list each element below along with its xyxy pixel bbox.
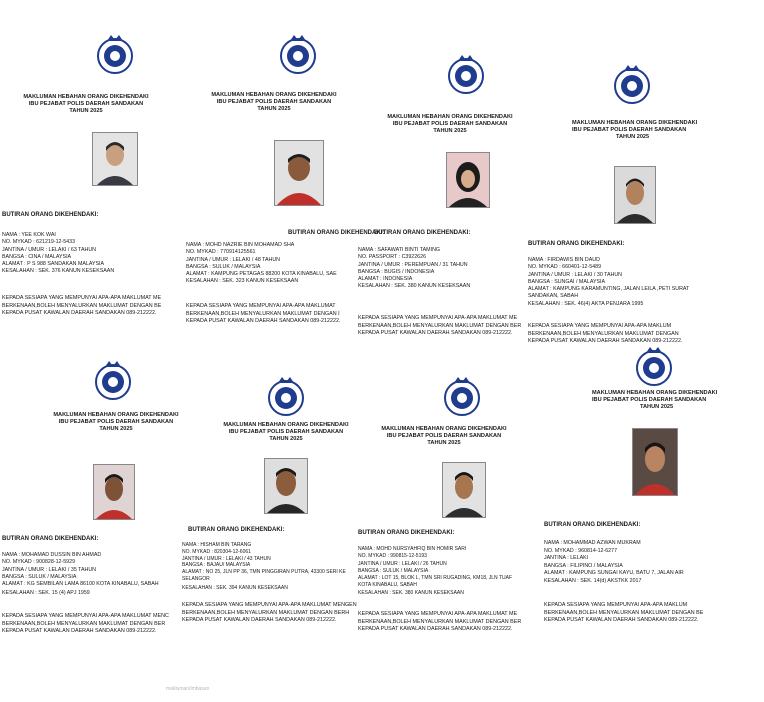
section-heading: BUTIRAN ORANG DIKEHENDAKI: [528,241,625,247]
contact-line: KEPADA SESIAPA YANG MEMPUNYAI APA-APA MAKLUMAT MENC [2,613,169,619]
notice-year: TAHUN 2025 [69,108,103,114]
contact-line: KEPADA SESIAPA YANG MEMPUNYAI APA-APA MAKLUMAT ME [358,315,518,321]
field-offence: KESALAHAN : SEK. 394 KANUN KESEKSAAN [182,584,288,591]
field-offence: KESALAHAN : SEK. 14(d) AKSTKK 2017 [544,577,642,584]
police-crest-icon [278,32,318,76]
contact-line: BERKENAAN,BOLEH MENYALURKAN MAKLUMAT DENGAN BER [358,618,522,625]
notice-year: TAHUN 2025 [257,106,291,112]
contact-line: BERKENAAN,BOLEH MENYALURKAN MAKLUMAT DENGAN BER [358,322,522,329]
wanted-notice-3 [356,50,528,380]
field-address-cont: SELANGOR [182,575,210,582]
contact-line: KEPADA SESIAPA YANG MEMPUNYAI APA-APA MAKLUM [528,323,672,329]
notice-station: IBU PEJABAT POLIS DAERAH SANDAKAN [216,99,332,105]
wanted-notice-1 [0,30,172,360]
contact-line: BERKENAAN,BOLEH MENYALURKAN MAKLUMAT DENGAN BERH [182,609,350,616]
field-offence: KESALAHAN : SEK. 380 KANUN KESEKSAAN [358,589,464,596]
field-race: BANGSA : BUGIS / INDONESIA [358,268,435,275]
notice-station: IBU PEJABAT POLIS DAERAH SANDAKAN [392,121,508,127]
notice-title: MAKLUMAN HEBAHAN ORANG DIKEHENDAKI [223,422,349,428]
notice-year: TAHUN 2025 [433,128,467,134]
wanted-notice-7 [356,372,528,702]
notice-year: TAHUN 2025 [640,404,674,410]
section-heading: BUTIRAN ORANG DIKEHENDAKI: [544,522,641,528]
notice-station: IBU PEJABAT POLIS DAERAH SANDAKAN [592,397,707,403]
police-crest-icon [93,358,133,402]
contact-line: BERKENAAN,BOLEH MENYALURKAN MAKLUMAT DENGAN BE [2,302,162,309]
field-name: NAMA : MOHAMMAD AZWAN MUKRAM [544,540,641,546]
wanted-notice-2 [178,30,385,360]
field-address-cont: KOTA KINABALU, SABAH [358,582,417,589]
notice-title: MAKLUMAN HEBAHAN ORANG DIKEHENDAKI [592,390,718,396]
section-heading: BUTIRAN ORANG DIKEHENDAKI: [374,230,471,236]
field-offence: KESALAHAN : SEK. 376 KANUN KESEKSAAN [2,268,115,275]
police-crest-icon [95,32,135,76]
field-race: BANGSA : CINA / MALAYSIA [2,253,72,260]
suspect-photo [632,428,678,496]
contact-line: KEPADA SESIAPA YANG MEMPUNYAI APA-APA MAKLUMAT MENGEN [182,602,357,608]
notice-station: IBU PEJABAT POLIS DAERAH SANDAKAN [28,101,144,107]
field-mykad: NO. MYKAD : 960814-12-6277 [544,547,618,554]
section-heading: BUTIRAN ORANG DIKEHENDAKI: [358,530,455,536]
wanted-notice-6 [180,372,357,702]
police-crest-icon [634,344,674,388]
field-mykad: NO. MYKAD : 660401-12-5489 [528,264,602,271]
contact-line: KEPADA PUSAT KAWALAN DAERAH SANDAKAN 089-212222. [2,628,157,635]
contact-line: KEPADA PUSAT KAWALAN DAERAH SANDAKAN 089-212222. [528,338,683,345]
notice-year: TAHUN 2025 [99,426,133,432]
contact-line: BERKENAAN,BOLEH MENYALURKAN MAKLUMAT DENGAN BER [2,620,166,627]
field-passport: NO. PASSPORT : C3922626 [358,254,427,261]
contact-line: KEPADA PUSAT KAWALAN DAERAH SANDAKAN 089-212222. [182,617,337,624]
notice-title: MAKLUMAN HEBAHAN ORANG DIKEHENDAKI [23,94,149,100]
watermark: makluman/imbasan [166,686,210,692]
field-race: BANGSA : FILIPINO / MALAYSIA [544,562,623,569]
field-race: BANGSA : SULUK / MALAYSIA [186,263,261,270]
field-race: BANGSA : BAJAU/ MALAYSIA [182,562,251,569]
field-address-cont: SANDAKAN, SABAH [528,293,579,300]
field-name: NAMA : MOHAMAD DUSSIN BIN AHMAD [2,552,102,558]
section-heading: BUTIRAN ORANG DIKEHENDAKI: [188,527,285,533]
contact-line: KEPADA PUSAT KAWALAN DAERAH SANDAKAN 089-212222. [544,617,699,624]
field-offence: KESALAHAN : SEK. 15 (4) APJ 1959 [2,590,90,597]
field-gender-age: JANTINA / UMUR : LELAKI / 30 TAHUN [528,271,622,278]
field-name: NAMA : SAFAWATI BINTI TAMING [358,247,441,253]
field-race: BANGSA : SULUK / MALAYSIA [2,573,77,580]
field-mykad: NO. MYKAD : 820304-12-6061 [182,548,251,555]
field-gender: JANTINA : LELAKI [544,555,589,562]
field-gender-age: JANTINA / UMUR : LELAKI / 48 TAHUN [186,256,280,263]
suspect-photo [274,140,324,206]
field-mykad: NO. MYKAD : 621219-12-5433 [2,239,76,246]
contact-line: KEPADA PUSAT KAWALAN DAERAH SANDAKAN 089-212222. [2,310,157,317]
suspect-photo [446,152,490,208]
contact-line: KEPADA SESIAPA YANG MEMPUNYAI APA-APA MAKLUM [544,602,688,608]
notice-year: TAHUN 2025 [427,440,461,446]
field-mykad: NO. MYKAD : 990815-12-5193 [358,553,427,560]
police-crest-icon [442,374,482,418]
field-race: BANGSA : SULUK / MALAYSIA [358,567,429,574]
field-address: ALAMAT : LOT 15, BLOK L, TMN SRI RUGADING, KM18, JLN TUAF [358,575,513,582]
field-gender-age: JANTINA / UMUR : LELAKI / 26 TAHUN [358,560,447,567]
suspect-photo [93,464,135,520]
field-offence: KESALAHAN : SEK. 46(4) AKTA PENJARA 1995 [528,300,644,307]
notice-title: MAKLUMAN HEBAHAN ORANG DIKEHENDAKI [211,92,337,98]
field-name: NAMA : YEE KOK WAI [2,232,56,238]
field-address: ALAMAT : KG SEMBILAN LAMA 86100 KOTA KINABALU, SABAH [2,581,159,588]
notice-title: MAKLUMAN HEBAHAN ORANG DIKEHENDAKI [53,412,179,418]
field-address: ALAMAT : INDONESIA [358,276,413,283]
contact-line: KEPADA SESIAPA YANG MEMPUNYAI APA-APA MAKLUMAT [186,303,336,309]
contact-line: KEPADA PUSAT KAWALAN DAERAH SANDAKAN 089-212222. [186,318,341,325]
notice-station: IBU PEJABAT POLIS DAERAH SANDAKAN [228,429,344,435]
notice-station: IBU PEJABAT POLIS DAERAH SANDAKAN [386,433,502,439]
suspect-photo [614,166,656,224]
notice-title: MAKLUMAN HEBAHAN ORANG DIKEHENDAKI [572,120,698,126]
contact-line: KEPADA SESIAPA YANG MEMPUNYAI APA-APA MAKLUMAT ME [2,295,162,301]
suspect-photo [92,132,138,186]
contact-line: BERKENAAN,BOLEH MENYALURKAN MAKLUMAT DENGAN [528,330,679,337]
field-gender-age: JANTINA / UMUR : LELAKI / 43 TAHUN [182,555,271,562]
wanted-notice-4 [526,60,698,390]
field-race: BANGSA : SUNGAI / MALAYSIA [528,278,606,285]
notice-station: IBU PEJABAT POLIS DAERAH SANDAKAN [572,127,687,133]
field-name: NAMA : FIRDAWIS BIN DAUD [528,257,600,263]
contact-line: KEPADA PUSAT KAWALAN DAERAH SANDAKAN 089-212222. [358,330,513,337]
suspect-photo [264,458,308,514]
contact-line: KEPADA SESIAPA YANG MEMPUNYAI APA-APA MAKLUMAT ME [358,611,518,617]
field-name: NAMA : MOHD NAZRIE BIN MOHAMAD SHA [186,242,295,248]
field-address: ALAMAT : KAMPUNG SUNGAI KAYU, BATU 7, JALAN AIR [544,570,684,577]
field-offence: KESALAHAN : SEK. 380 KANUN KESEKSAAN [358,283,471,290]
police-crest-icon [612,62,652,106]
field-address: ALAMAT : KAMPUNG PETAGAS 88200 KOTA KINABALU, SAE [186,271,337,278]
field-gender-age: JANTINA / UMUR : LELAKI / 35 TAHUN [2,566,96,573]
field-address: ALAMAT : NO 25, JLN PP 36, TMN PINGGIRAN PUTRA, 43300 SERI KE [182,569,346,576]
field-name: NAMA : MOHD NURSYAHFIQ BIN HOMIR SARI [358,546,467,552]
notice-title: MAKLUMAN HEBAHAN ORANG DIKEHENDAKI [381,426,507,432]
notice-station: IBU PEJABAT POLIS DAERAH SANDAKAN [58,419,174,425]
police-crest-icon [266,374,306,418]
police-crest-icon [446,52,486,96]
field-offence: KESALAHAN : SEK. 323 KANUN KESEKSAAN [186,278,299,285]
contact-line: KEPADA PUSAT KAWALAN DAERAH SANDAKAN 089-212222. [358,626,513,633]
field-mykad: NO. MYKAD : 900828-12-5929 [2,559,76,566]
field-mykad: NO. MYKAD : 770914125561 [186,249,256,256]
field-gender-age: JANTINA / UMUR : PEREMPUAN / 31 TAHUN [358,261,468,268]
field-name: NAMA : HISHAM BIN TARANG [182,542,252,548]
section-heading: BUTIRAN ORANG DIKEHENDAKI: [2,212,99,218]
field-address: ALAMAT : P S 988 SANDAKAN MALAYSIA [2,261,105,268]
notice-year: TAHUN 2025 [616,134,650,140]
notice-year: TAHUN 2025 [269,436,303,442]
contact-line: BERKENAAN,BOLEH MENYALURKAN MAKLUMAT DENGAN I [186,310,340,317]
suspect-photo [442,462,486,518]
section-heading: BUTIRAN ORANG DIKEHENDAKI: [288,230,385,236]
wanted-notice-5 [0,356,179,686]
field-gender-age: JANTINA / UMUR : LELAKI / 63 TAHUN [2,246,96,253]
contact-line: BERKENAAN,BOLEH MENYALURKAN MAKLUMAT DENGAN BE [544,609,704,616]
notice-title: MAKLUMAN HEBAHAN ORANG DIKEHENDAKI [387,114,513,120]
section-heading: BUTIRAN ORANG DIKEHENDAKI: [2,536,99,542]
wanted-notice-8 [542,342,718,672]
field-address: ALAMAT : KAMPUNG KARAMUNTING, JALAN LEILA ,PETI SURAT [528,286,690,293]
